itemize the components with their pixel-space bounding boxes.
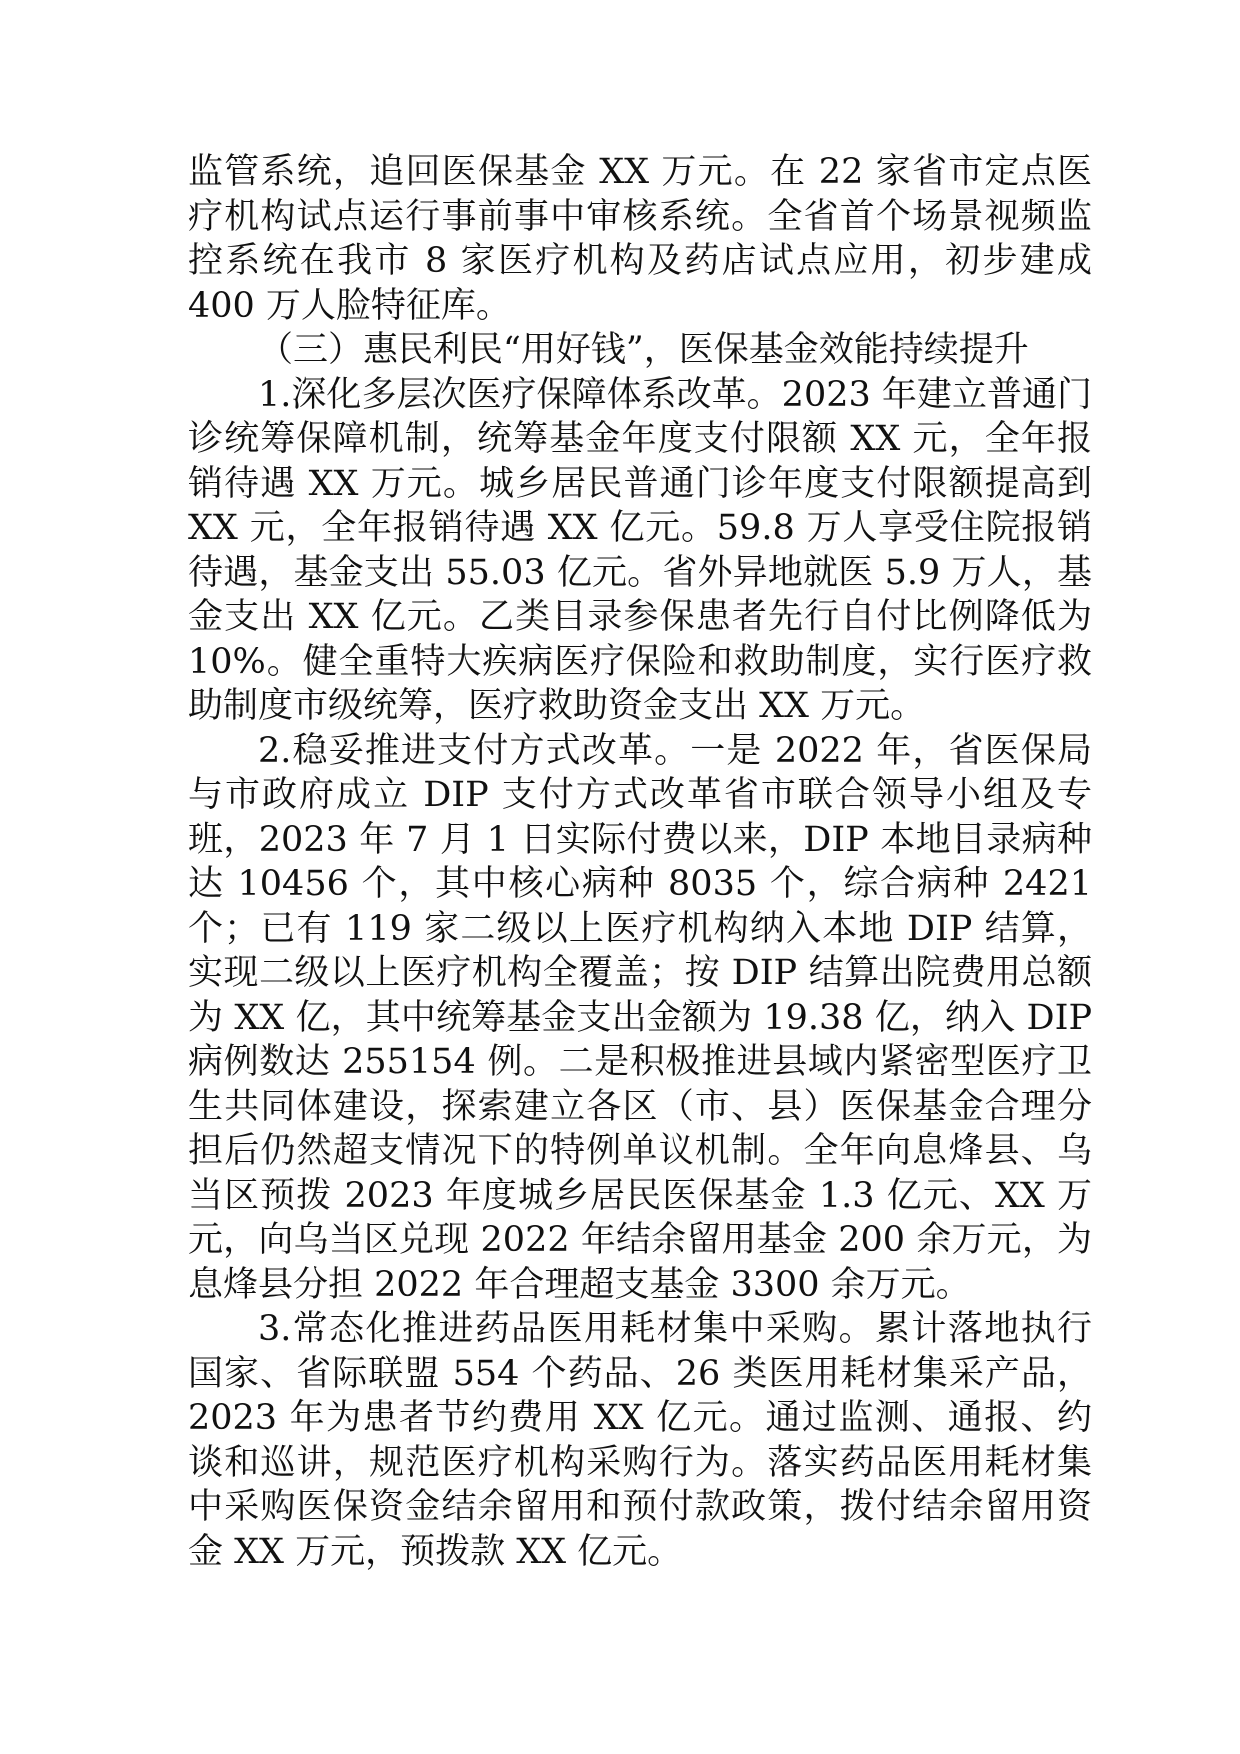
paragraph-item-2: 2.稳妥推进支付方式改革。一是 2022 年，省医保局与市政府成立 DIP 支付方式改革省市联合领导小组及专班，2023 年 7 月 1 日实际付费以来，DIP 本地目录病种达 10456 个，其中核心病种 8035 个，综合病种 2421 个；已有 119 家二级以上医疗机构纳入本地 DIP 结算，实现二级以上医疗机构全覆盖；按 DIP 结算出院费用总额为 XX 亿，其中统筹基金支出金额为 19.38 亿，纳入 DIP 病例数达 255154 例。二是积极推进县域内紧密型医疗卫生共同体建设，探索建立各区（市、县）医保基金合理分担后仍然超支情况下的特例单议机制。全年向息烽县、乌当区预拨 2023 年度城乡居民医保基金 1.3 亿元、XX 万元，向乌当区兑现 2022 年结余留用基金 200 余万元，为息烽县分担 2022 年合理超支基金 3300 余万元。 <box>188 730 1092 1305</box>
section-heading-3: （三）惠民利民“用好钱”，医保基金效能持续提升 <box>258 330 1029 370</box>
paragraph-item-1: 1.深化多层次医疗保障体系改革。2023 年建立普通门诊统筹保障机制，统筹基金年度支付限额 XX 元，全年报销待遇 XX 万元。城乡居民普通门诊年度支付限额提高到 XX 元，全年报销待遇 XX 亿元。59.8 万人享受住院报销待遇，基金支出 55.03 亿元。省外异地就医 5.9 万人，基金支出 XX 亿元。乙类目录参保患者先行自付比例降低为 10%。健全重特大疾病医疗保险和救助制度，实行医疗救助制度市级统筹，医疗救助资金支出 XX 万元。 <box>188 374 1092 726</box>
document-page <box>188 150 1092 1574</box>
paragraph-item-3: 3.常态化推进药品医用耗材集中采购。累计落地执行国家、省际联盟 554 个药品、26 类医用耗材集采产品，2023 年为患者节约费用 XX 亿元。通过监测、通报、约谈和巡讲，规范医疗机构采购行为。落实药品医用耗材集中采购医保资金结余留用和预付款政策，拨付结余留用资金 XX 万元，预拨款 XX 亿元。 <box>188 1309 1092 1572</box>
paragraph-supervision-continued: 监管系统，追回医保基金 XX 万元。在 22 家省市定点医疗机构试点运行事前事中审核系统。全省首个场景视频监控系统在我市 8 家医疗机构及药店试点应用，初步建成 400 万人脸特征库。 <box>188 152 1092 326</box>
